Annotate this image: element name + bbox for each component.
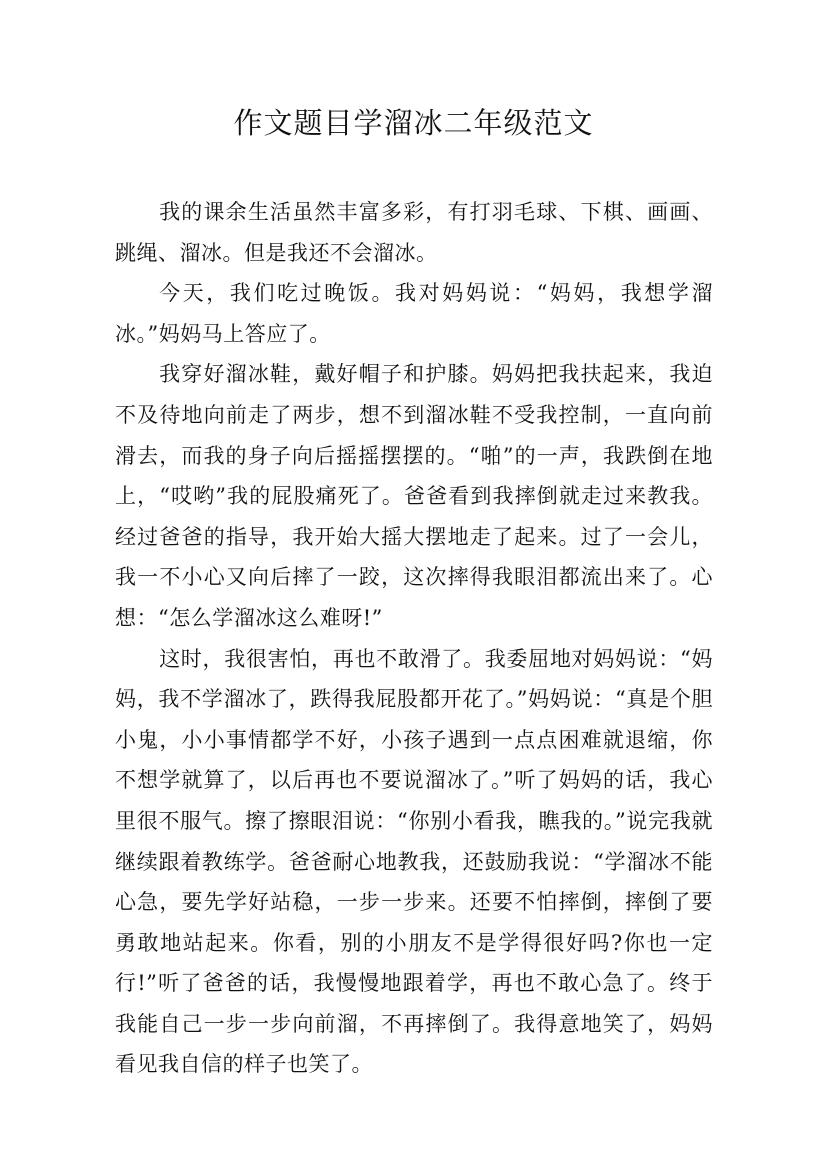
paragraph-2: 今天，我们吃过晚饭。我对妈妈说：“妈妈，我想学溜冰。”妈妈马上答应了。 bbox=[115, 281, 713, 346]
document-title: 作文题目学溜冰二年级范文 bbox=[233, 106, 594, 140]
paragraph-1: 我的课余生活虽然丰富多彩，有打羽毛球、下棋、画画、跳绳、溜冰。但是我还不会溜冰。 bbox=[115, 200, 713, 265]
paragraph-3: 我穿好溜冰鞋，戴好帽子和护膝。妈妈把我扶起来，我迫不及待地向前走了两步，想不到溜冰鞋不受我控制，一直向前滑去，而我的身子向后摇摇摆摆的。“啪”的一声，我跌倒在地上，“哎哟”我的屁股痛死了。爸爸看到我摔倒就走过来教我。经过爸爸的指导，我开始大摇大摆地走了起来。过了一会儿，我一不小心又向后摔了一跤，这次摔得我眼泪都流出来了。心想：“怎么学溜冰这么难呀!” bbox=[115, 362, 713, 630]
document-body bbox=[115, 192, 713, 1085]
paragraph-4: 这时，我很害怕，再也不敢滑了。我委屈地对妈妈说：“妈妈，我不学溜冰了，跌得我屁股都开花了。”妈妈说：“真是个胆小鬼，小小事情都学不好，小孩子遇到一点点困难就退缩，你不想学就算了，以后再也不要说溜冰了。”听了妈妈的话，我心里很不服气。擦了擦眼泪说：“你别小看我，瞧我的。”说完我就继续跟着教练学。爸爸耐心地教我，还鼓励我说：“学溜冰不能心急，要先学好站稳，一步一步来。还要不怕摔倒，摔倒了要勇敢地站起来。你看，别的小朋友不是学得很好吗?你也一定行!”听了爸爸的话，我慢慢地跟着学，再也不敢心急了。终于我能自己一步一步向前溜，不再摔倒了。我得意地笑了，妈妈看见我自信的样子也笑了。 bbox=[115, 646, 713, 1077]
